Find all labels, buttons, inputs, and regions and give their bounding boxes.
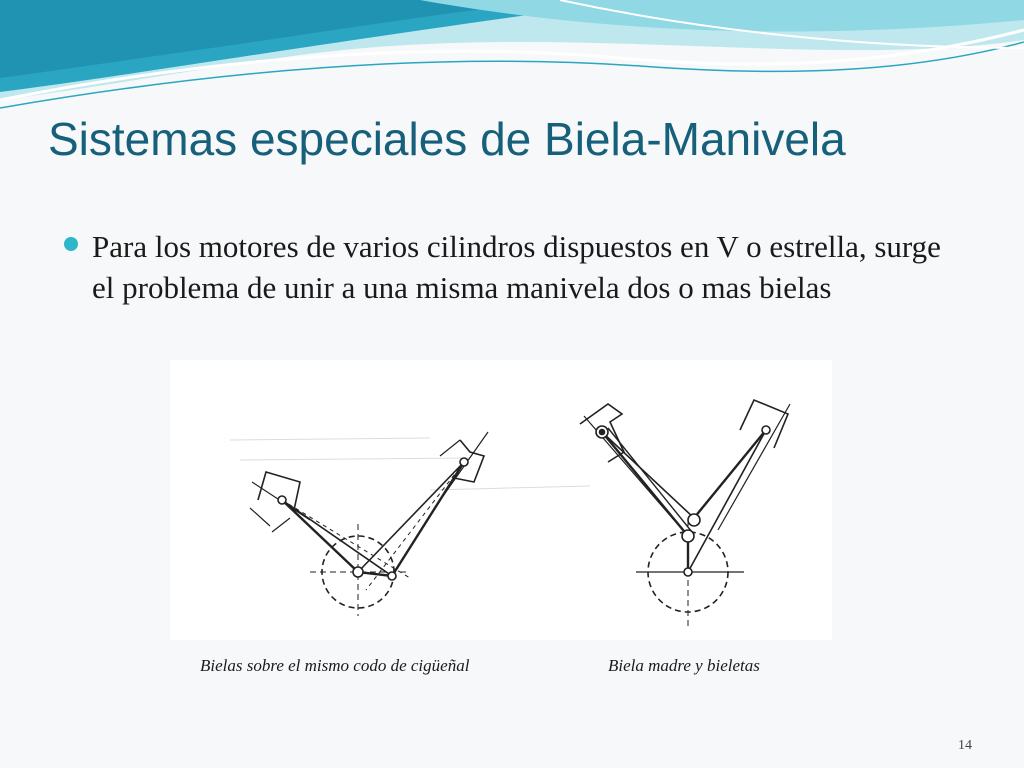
slide-title: Sistemas especiales de Biela-Manivela	[48, 113, 846, 165]
right-mechanism-drawing	[580, 400, 790, 626]
bullet-dot-icon	[64, 237, 78, 251]
bullet-text: Para los motores de varios cilindros dispuestos en V o estrella, surge el problema de unir a una misma manivela dos o mas bielas	[92, 229, 941, 305]
mechanism-figure	[170, 360, 832, 640]
figure-caption-left: Bielas sobre el mismo codo de cigüeñal	[200, 656, 470, 675]
page-number: 14	[958, 738, 972, 753]
figure-caption-right: Biela madre y bieletas	[608, 656, 760, 675]
header-wave-decoration	[0, 0, 1024, 130]
